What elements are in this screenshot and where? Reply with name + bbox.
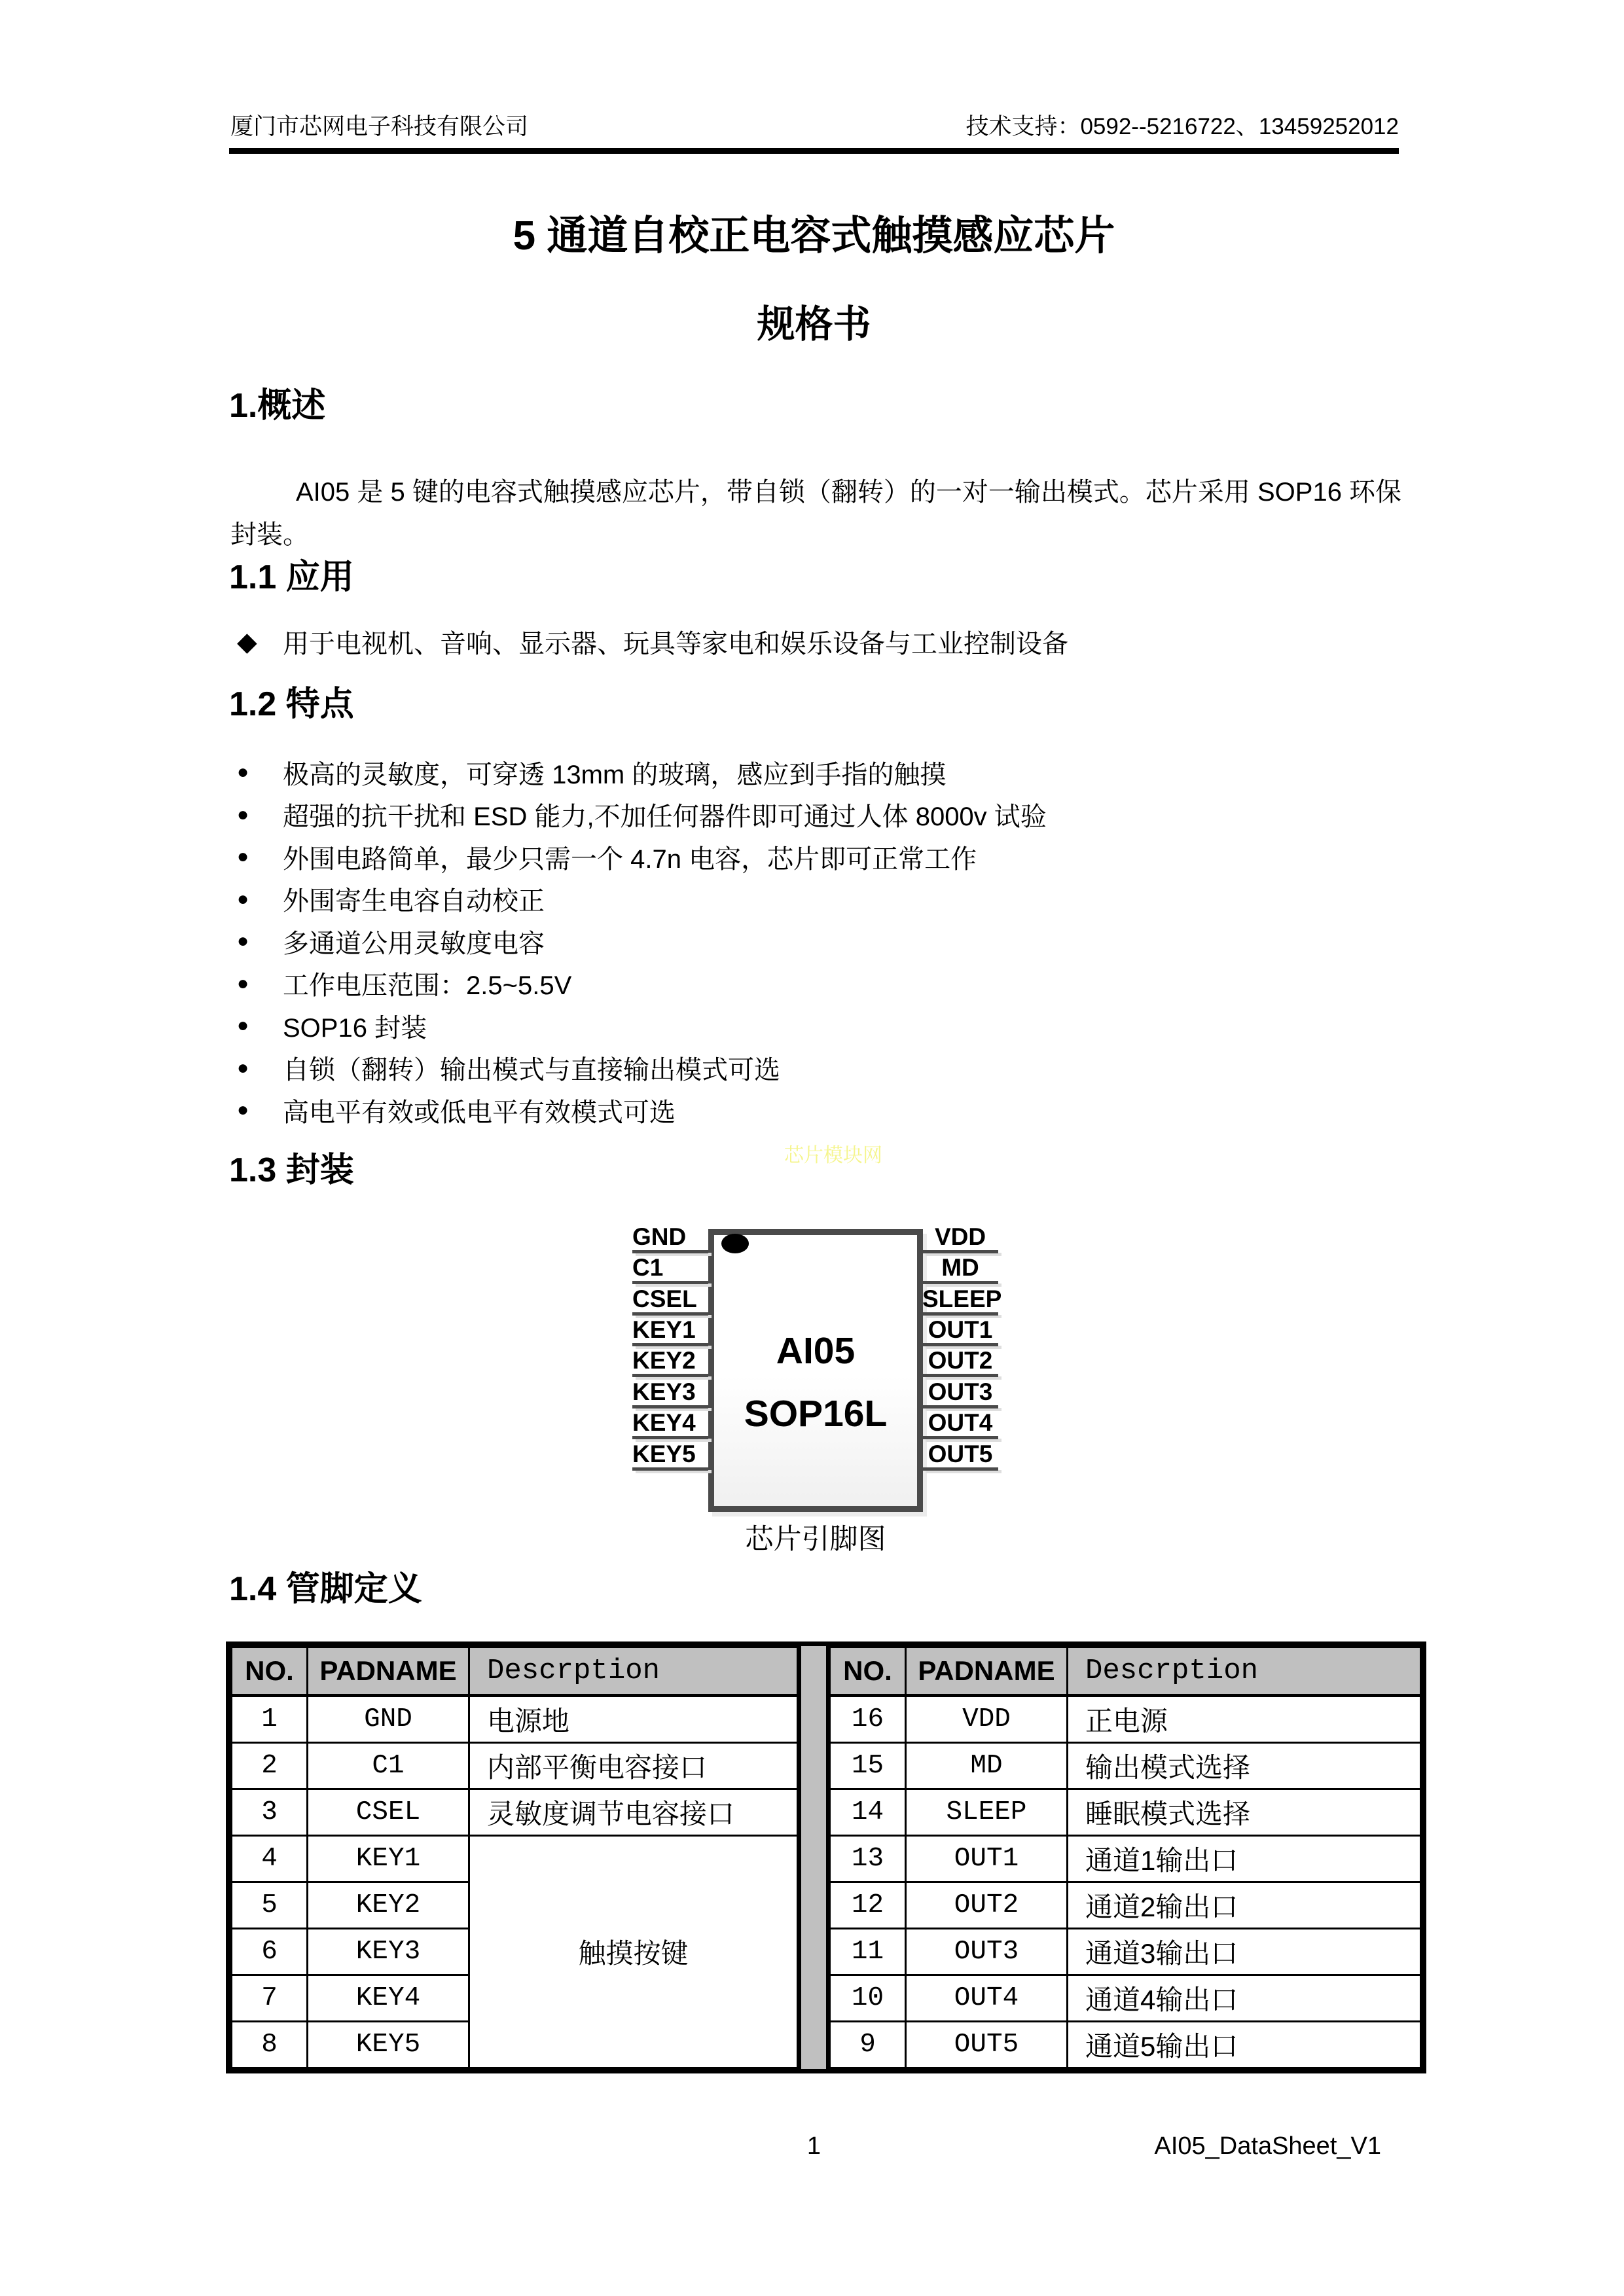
chip-pin-out5 [922,1440,998,1471]
cell-description: 灵敏度调节电容接口 [469,1789,798,1836]
table-row [232,1836,798,1882]
column-header-description: Descrption [469,1647,798,1696]
cell-pad-name: KEY2 [308,1882,469,1929]
cell-pin-no: 4 [232,1836,308,1882]
header-company-name: 厦门市芯网电子科技有限公司 [230,114,529,139]
pin-lead-line [632,1467,708,1471]
feature-item-text: 超强的抗干扰和 ESD 能力,不加任何器件即可通过人体 8000v 试验 [283,802,1047,832]
column-header-no: NO. [232,1647,308,1696]
cell-pad-name: OUT2 [906,1882,1068,1929]
table-row [830,1836,1421,1882]
cell-pin-no: 1 [232,1696,308,1743]
cell-description: 输出模式选择 [1068,1743,1421,1789]
cell-description: 通道1输出口 [1068,1836,1421,1882]
feature-item-text: 外围电路简单，最少只需一个 4.7n 电容，芯片即可正常工作 [283,844,977,874]
column-header-no: NO. [830,1647,906,1696]
feature-list-item [237,1089,1047,1132]
pin-table-right [829,1646,1422,2069]
pin-label: KEY4 [632,1409,696,1436]
feature-item-text: 外围寄生电容自动校正 [283,887,545,916]
table-row [232,1696,798,1743]
section-heading-overview: 1.概述 [229,387,326,425]
cell-description: 通道2输出口 [1068,1882,1421,1929]
feature-list-item [237,1005,1047,1047]
feature-item-text: 自锁（翻转）输出模式与直接输出模式可选 [283,1056,780,1085]
cell-pin-no: 9 [830,2022,906,2068]
overview-paragraph: AI05 是 5 键的电容式触摸感应芯片，带自锁（翻转）的一对一输出模式。芯片采用 SOP16 环保封装。 [230,478,1402,549]
column-header-padname: PADNAME [906,1647,1068,1696]
pin-lead-line [922,1436,998,1439]
application-list-item [237,623,1402,660]
cell-pin-no: 3 [232,1789,308,1836]
chip-pin-key4 [632,1408,708,1439]
circle-bullet-icon: ● [237,1056,249,1079]
circle-bullet-icon: ● [237,888,249,910]
pin-lead-line [922,1281,998,1284]
table-row [830,1975,1421,2022]
circle-bullet-icon: ● [237,1099,249,1121]
chip-pin-vdd [922,1223,998,1253]
chip-pin-c1 [632,1253,708,1284]
circle-bullet-icon: ● [237,1014,249,1037]
cell-pin-no: 15 [830,1743,906,1789]
document-subtitle: 规格书 [757,303,871,346]
pin-label: OUT3 [928,1378,993,1405]
pin-label: VDD [934,1223,986,1250]
cell-pin-no: 13 [830,1836,906,1882]
feature-list-item [237,836,1047,878]
pin-label: KEY2 [632,1347,696,1374]
header-tech-support: 技术支持：0592--5216722、13459252012 [965,114,1399,139]
table-row [232,1743,798,1789]
pin-lead-line [632,1436,708,1439]
pin-lead-line [632,1374,708,1377]
chip-pin-key5 [632,1440,708,1471]
chip-pin-key3 [632,1378,708,1408]
pin-label: OUT1 [928,1316,993,1343]
cell-pad-name: KEY4 [308,1975,469,2022]
pin-label: CSEL [632,1285,697,1312]
pin-table-left [230,1646,799,2069]
cell-description: 睡眠模式选择 [1068,1789,1421,1836]
chip-pin-key2 [632,1346,708,1377]
cell-pad-name: MD [906,1743,1068,1789]
pin-lead-line [632,1281,708,1284]
chip-diagram-caption: 芯片引脚图 [745,1524,886,1555]
pin-label: GND [632,1223,687,1250]
features-list [237,751,1047,1132]
chip-pin-out4 [922,1408,998,1439]
pin-lead-line [922,1467,998,1471]
chip-pin-md [922,1253,998,1284]
feature-list-item [237,1047,1047,1090]
circle-bullet-icon: ● [237,972,249,994]
cell-pad-name: OUT3 [906,1929,1068,1975]
footer-doc-version: AI05_DataSheet_V1 [1154,2132,1381,2160]
pin-definition-table [226,1641,1426,2073]
column-header-description: Descrption [1068,1647,1421,1696]
chip-pin-out1 [922,1316,998,1346]
cell-pad-name: OUT4 [906,1975,1068,2022]
circle-bullet-icon: ● [237,803,249,825]
cell-pin-no: 14 [830,1789,906,1836]
chip-pin-key1 [632,1316,708,1346]
chip-name-label: AI05 [776,1330,856,1372]
document-title: 5 通道自校正电容式触摸感应芯片 [513,213,1115,259]
table-row [830,1696,1421,1743]
cell-pad-name: GND [308,1696,469,1743]
cell-pad-name: VDD [906,1696,1068,1743]
pin-label: OUT4 [928,1409,993,1436]
section-heading-package: 1.3 封装 [229,1151,354,1189]
feature-list-item [237,794,1047,836]
cell-pad-name: OUT1 [906,1836,1068,1882]
cell-pad-name: CSEL [308,1789,469,1836]
feature-item-text: 高电平有效或低电平有效模式可选 [283,1098,676,1127]
table-row [232,1789,798,1836]
feature-list-item [237,920,1047,963]
pin-label: OUT5 [928,1441,993,1467]
table-row [830,1789,1421,1836]
pin-lead-line [922,1374,998,1377]
cell-pin-no: 2 [232,1743,308,1789]
application-item-text: 用于电视机、音响、显示器、玩具等家电和娱乐设备与工业控制设备 [283,630,1068,658]
pin-label: KEY1 [632,1316,696,1343]
feature-item-text: 工作电压范围：2.5~5.5V [283,971,572,1001]
cell-description: 通道3输出口 [1068,1929,1421,1975]
circle-bullet-icon: ● [237,846,249,868]
cell-description: 内部平衡电容接口 [469,1743,798,1789]
cell-description: 通道4输出口 [1068,1975,1421,2022]
table-row [830,1882,1421,1929]
pin-label: OUT2 [928,1347,993,1374]
diamond-bullet-icon: ◆ [237,627,257,656]
cell-pad-name: KEY5 [308,2022,469,2068]
table-header-row [830,1647,1421,1696]
chip-body [708,1229,923,1512]
table-row [830,1929,1421,1975]
cell-pad-name: KEY3 [308,1929,469,1975]
table-separator-column [799,1646,829,2069]
cell-pin-no: 16 [830,1696,906,1743]
cell-pin-no: 6 [232,1929,308,1975]
circle-bullet-icon: ● [237,761,249,783]
cell-pin-no: 5 [232,1882,308,1929]
cell-pin-no: 12 [830,1882,906,1929]
table-header-row [232,1647,798,1696]
cell-pin-no: 10 [830,1975,906,2022]
chip-pin-sleep [922,1285,1002,1316]
table-row [830,1743,1421,1789]
chip-pin-gnd [632,1223,708,1253]
column-header-padname: PADNAME [308,1647,469,1696]
pin-label: SLEEP [922,1285,1002,1312]
site-watermark: 芯片模块网 [784,1145,882,1166]
feature-item-text: 多通道公用灵敏度电容 [283,929,545,958]
circle-bullet-icon: ● [237,930,249,952]
chip-pin-out3 [922,1378,998,1408]
section-heading-application: 1.1 应用 [229,558,354,596]
cell-pin-no: 7 [232,1975,308,2022]
cell-description: 通道5输出口 [1068,2022,1421,2068]
table-row [830,2022,1421,2068]
chip-package-label: SOP16L [744,1393,888,1435]
feature-list-item [237,751,1047,794]
section-heading-features: 1.2 特点 [229,685,354,723]
feature-list-item [237,878,1047,921]
pin-label: MD [941,1254,979,1281]
pin-label: KEY3 [632,1378,696,1405]
pin1-marker-dot [721,1234,749,1253]
cell-pin-no: 8 [232,2022,308,2068]
feature-item-text: SOP16 封装 [283,1013,427,1043]
chip-pin-out2 [922,1346,998,1377]
cell-pin-no: 11 [830,1929,906,1975]
cell-pad-name: SLEEP [906,1789,1068,1836]
cell-description: 正电源 [1068,1696,1421,1743]
pin-label: KEY5 [632,1441,696,1467]
pin-label: C1 [632,1254,664,1281]
feature-list-item [237,963,1047,1005]
cell-pad-name: KEY1 [308,1836,469,1882]
cell-pad-name: OUT5 [906,2022,1068,2068]
section-heading-pin-definition: 1.4 管脚定义 [229,1570,422,1608]
cell-description: 电源地 [469,1696,798,1743]
feature-item-text: 极高的灵敏度，可穿透 13mm 的玻璃，感应到手指的触摸 [283,760,947,789]
header-rule [229,148,1399,154]
footer-page-number: 1 [806,2132,821,2160]
cell-pad-name: C1 [308,1743,469,1789]
cell-description-merged: 触摸按键 [469,1836,798,2068]
chip-pin-csel [632,1285,708,1316]
